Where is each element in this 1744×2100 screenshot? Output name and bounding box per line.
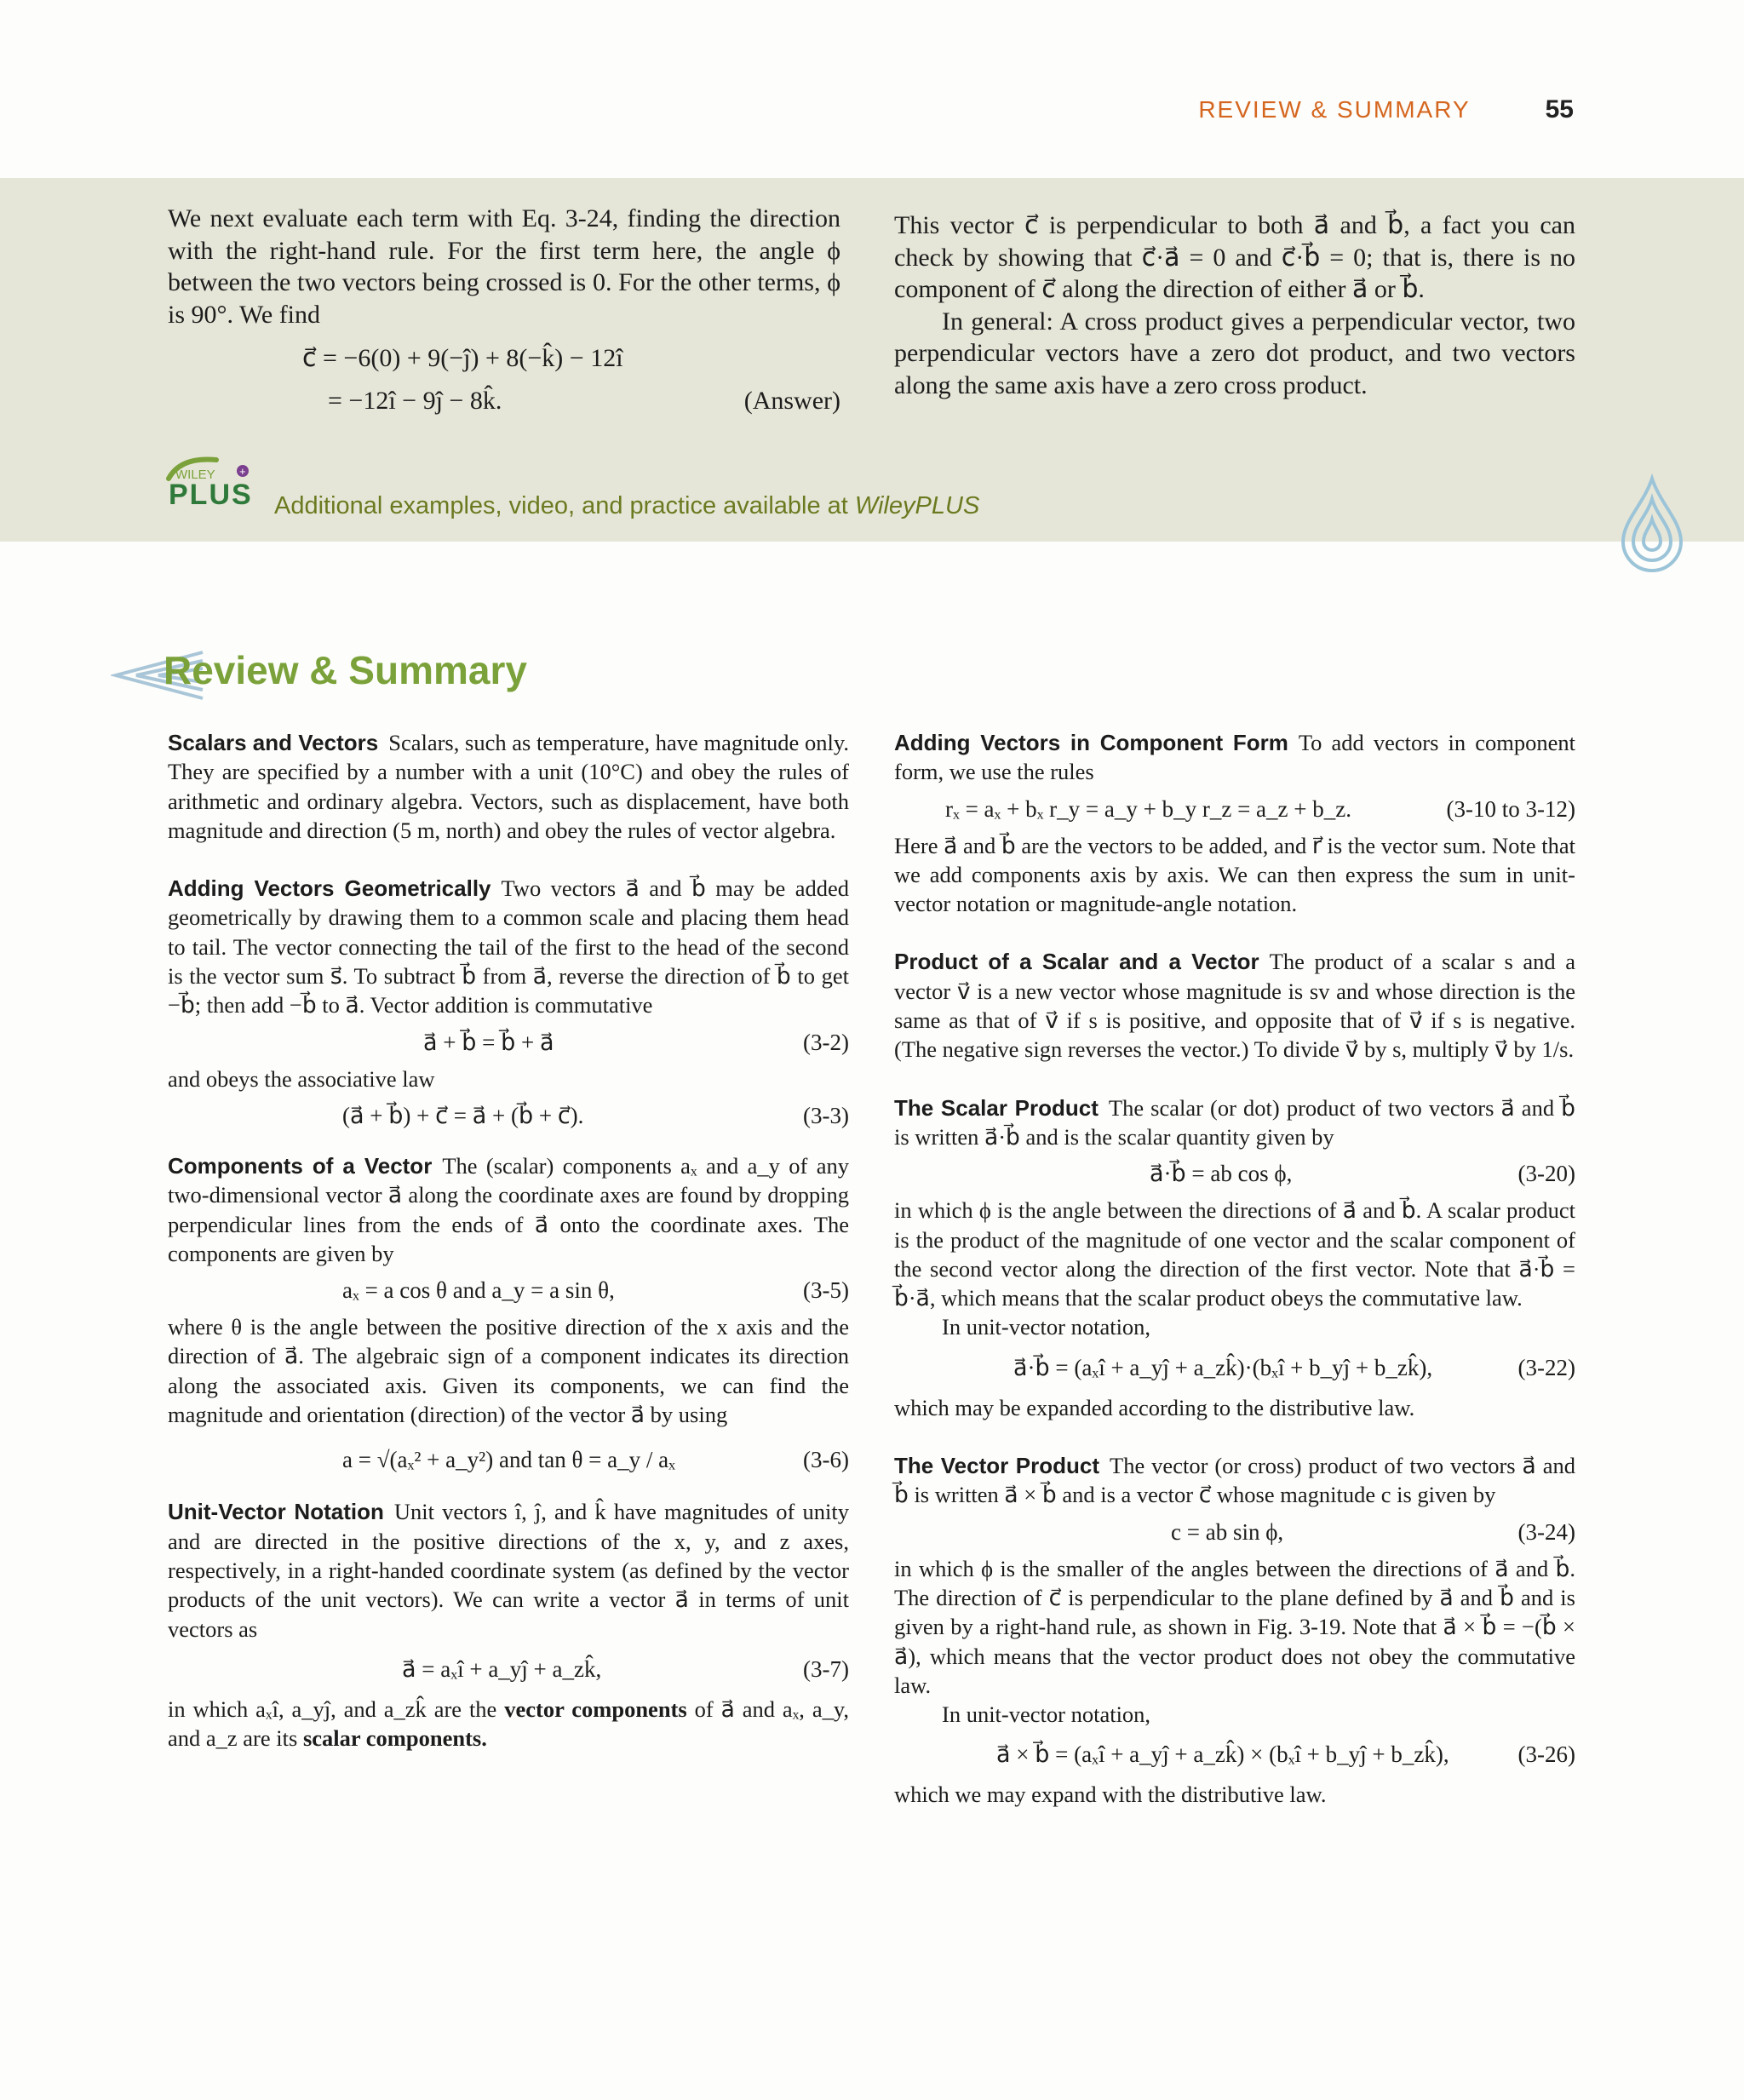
equation-3-2-body: a⃗ + b⃗ = b⃗ + a⃗ <box>423 1029 554 1055</box>
equation-3-6-body: a = √(aₓ² + a_y²) and tan θ = a_y / aₓ <box>342 1447 675 1473</box>
components-heading: Components of a Vector <box>168 1152 433 1179</box>
svg-text:+: + <box>239 465 246 478</box>
adding-geometric-heading: Adding Vectors Geometrically <box>168 875 491 902</box>
equation-c-line2: = −12î − 9ĵ − 8k̂. <box>328 387 502 415</box>
unit-vector-text: Unit vectors î, ĵ, and k̂ have magnitudes of unity and are directed in the positive directions of the x, y, and z axes, respectively, in a right-handed coordinate system (as defined by the vector products of the unit vectors). We can write a vector a⃗ in terms of unit vectors as <box>168 1499 849 1642</box>
answer-tag: (Answer) <box>743 387 840 415</box>
wileyplus-note <box>274 492 979 520</box>
equation-3-22-tag: (3-22) <box>1517 1354 1575 1380</box>
unit-vector-note-2: In unit-vector notation, <box>942 1701 1151 1728</box>
equation-c-line1: c⃗ = −6(0) + 9(−ĵ) + 8(−k̂) − 12î <box>302 344 623 372</box>
drop-ornament-icon <box>1618 473 1686 576</box>
equation-3-7-tag: (3-7) <box>803 1655 849 1682</box>
equation-3-3 <box>168 1093 849 1138</box>
components-text: The (scalar) components aₓ and a_y of any two-dimensional vector a⃗ along the coordinate axes are found by dropping perpendicular lines from the ends of a⃗ onto the coordinate axes. The components are given by <box>168 1152 849 1266</box>
equation-3-24-tag: (3-24) <box>1517 1518 1575 1545</box>
scalar-vector-product-text: The product of a scalar s and a vector v⃗ is a new vector whose magnitude is sv and whose direction is the same as that of v⃗ if s is positive, and opposite that of v⃗ if s is negative. (The negative sign reverses the vector.) To divide v⃗ by s, multiply v⃗ by 1/s. <box>894 949 1575 1063</box>
equation-c-answer <box>168 380 840 422</box>
equation-3-5-body: aₓ = a cos θ and a_y = a sin θ, <box>342 1277 615 1304</box>
wileyplus-note-link[interactable]: WileyPLUS <box>854 492 980 519</box>
logo-plus-text: PLUS <box>169 479 253 511</box>
vector-product-paragraph <box>894 1451 1575 1510</box>
band-right-column <box>894 209 1575 401</box>
running-head <box>1198 95 1574 129</box>
component-form-paragraph <box>894 728 1575 787</box>
equation-3-26 <box>894 1729 1575 1780</box>
band-right-paragraph-2: In general: A cross product gives a perpendicular vector, two perpendicular vectors have a zero dot product, and two vectors along the same axis have a zero cross product. <box>894 307 1575 399</box>
scalars-vectors-text: Scalars, such as temperature, have magnitude only. They are specified by a number with a unit (10°C) and obey the rules of arithmetic and ordinary algebra. Vectors, such as displacement, have both magnitude and direction (5 m, north) and obey the rules of vector algebra. <box>168 730 849 843</box>
equation-3-10 <box>894 787 1575 831</box>
scalar-product-heading: The Scalar Product <box>894 1094 1099 1121</box>
unit-vector-paragraph <box>168 1497 849 1643</box>
equation-3-3-tag: (3-3) <box>803 1102 849 1128</box>
equation-c <box>168 337 840 380</box>
component-form-heading: Adding Vectors in Component Form <box>894 730 1288 755</box>
equation-3-22 <box>894 1342 1575 1393</box>
equation-3-20-body: a⃗·b⃗ = ab cos ϕ, <box>1150 1161 1293 1187</box>
unit-vector-note-1: In unit-vector notation, <box>942 1314 1151 1340</box>
band-right-paragraph-1: This vector c⃗ is perpendicular to both a⃗ and b⃗, a fact you can check by showing that c⃗·a⃗ = 0 and c⃗·b⃗ = 0; that is, there is no component of c⃗ along the direction of either a⃗ or b⃗. <box>894 211 1575 303</box>
scalars-vectors-heading: Scalars and Vectors <box>168 730 379 755</box>
scalar-product-text: The scalar (or dot) product of two vectors a⃗ and b⃗ is written a⃗·b⃗ and is the scalar quantity given by <box>894 1094 1575 1150</box>
scalar-components-term: scalar components. <box>302 1725 487 1752</box>
logo-wiley-text: WILEY <box>175 468 215 482</box>
theta-paragraph: where θ is the angle between the positive direction of the x axis and the direction of a⃗. The algebraic sign of a component indicates its direction along the associated axis. Given its components, we can find the magnitude and orientation (direction) of the vector a⃗ by using <box>168 1314 849 1428</box>
equation-3-22-body: a⃗·b⃗ = (aₓî + a_yĵ + a_zk̂)·(bₓî + b_yĵ + b_zk̂), <box>1013 1354 1433 1380</box>
equation-3-5 <box>168 1268 849 1312</box>
adding-geometric-text: Two vectors a⃗ and b⃗ may be added geometrically by drawing them to a common scale and placing them head to tail. The vector connecting the tail of the first to the head of the second is the vector sum s⃗. To subtract b⃗ from a⃗, reverse the direction of b⃗ to get −b⃗; then add −b⃗ to a⃗. Vector addition is commutative <box>168 875 850 1018</box>
equation-3-7-body: a⃗ = aₓî + a_yĵ + a_zk̂, <box>402 1655 602 1682</box>
scalar-vector-product-heading: Product of a Scalar and a Vector <box>894 949 1259 975</box>
equation-3-24-body: c = ab sin ϕ, <box>1171 1518 1284 1545</box>
components-paragraph <box>168 1151 849 1268</box>
vector-components-paragraph <box>168 1695 849 1753</box>
summary-left-column <box>168 728 849 1753</box>
wileyplus-note-text: Additional examples, video, and practice available at <box>274 492 855 519</box>
equation-3-7 <box>168 1644 849 1695</box>
equation-3-6-tag: (3-6) <box>803 1447 849 1473</box>
equation-3-26-tag: (3-26) <box>1517 1741 1575 1768</box>
band-left-paragraph: We next evaluate each term with Eq. 3-24, finding the direction with the right-hand rule. For the first term here, the angle ϕ between the two vectors being crossed is 0. For the other terms, ϕ is 90°. We find <box>168 204 840 329</box>
associative-text: and obeys the associative law <box>168 1065 435 1092</box>
component-form-text: To add vectors in component form, we use the rules <box>894 730 1575 785</box>
scalar-product-explanation: in which ϕ is the angle between the directions of a⃗ and b⃗. A scalar product is the product of the magnitude of one vector and the scalar component of the second vector along the direction of the first vector. Note that a⃗·b⃗ = b⃗·a⃗, which means that the scalar product obeys the commutative law. <box>894 1197 1575 1311</box>
equation-3-20-tag: (3-20) <box>1517 1161 1575 1187</box>
equation-3-10-tag: (3-10 to 3-12) <box>1446 795 1575 822</box>
band-left-column <box>168 203 840 422</box>
equation-3-10-body: rₓ = aₓ + bₓ r_y = a_y + b_y r_z = a_z + b_z. <box>945 795 1351 822</box>
review-summary-title: Review & Summary <box>164 648 527 692</box>
equation-3-26-body: a⃗ × b⃗ = (aₓî + a_yĵ + a_zk̂) × (bₓî + b_yĵ + b_zk̂), <box>996 1741 1449 1768</box>
scalar-product-paragraph <box>894 1093 1575 1152</box>
vector-components-term: vector components <box>504 1695 687 1722</box>
equation-3-3-body: (a⃗ + b⃗) + c⃗ = a⃗ + (b⃗ + c⃗). <box>342 1102 584 1128</box>
section-title: REVIEW & SUMMARY <box>1198 96 1471 123</box>
equation-3-20 <box>894 1151 1575 1196</box>
unit-vector-heading: Unit-Vector Notation <box>168 1499 384 1525</box>
equation-3-24 <box>894 1510 1575 1554</box>
adding-geometric-paragraph <box>168 874 849 1019</box>
page-number: 55 <box>1545 95 1574 123</box>
vector-product-text: The vector (or cross) product of two vectors a⃗ and b⃗ is written a⃗ × b⃗ and is a vector c⃗ whose magnitude c is given by <box>894 1453 1575 1508</box>
equation-3-2 <box>168 1020 849 1064</box>
scalar-vector-product-paragraph <box>894 947 1575 1064</box>
equation-3-2-tag: (3-2) <box>803 1029 849 1055</box>
vector-product-heading: The Vector Product <box>894 1453 1100 1479</box>
summary-right-column <box>894 728 1575 1810</box>
wileyplus-logo-icon <box>164 453 266 513</box>
here-paragraph: Here a⃗ and b⃗ are the vectors to be added, and r⃗ is the vector sum. Note that we add components axis by axis. We can then express the sum in unit-vector notation or magnitude-angle notation. <box>894 832 1575 917</box>
distributive-note-1: which may be expanded according to the distributive law. <box>894 1394 1415 1420</box>
distributive-note-2: which we may expand with the distributive law. <box>894 1782 1327 1808</box>
vector-components-text-2: of a⃗ and aₓ, a_y, and a_z are its <box>168 1695 849 1752</box>
vector-components-text-1: in which aₓî, a_yĵ, and a_zk̂ are the <box>168 1695 505 1722</box>
equation-3-6 <box>168 1429 849 1490</box>
vector-product-explanation: in which ϕ is the smaller of the angles between the directions of a⃗ and b⃗. The direction of c⃗ is perpendicular to the plane defined by a⃗ and b⃗ and is given by a right-hand rule, as shown in Fig. 3-19. Note that a⃗ × b⃗ = −(b⃗ × a⃗), which means that the vector product does not obey the commutative law. <box>894 1555 1575 1698</box>
scalars-vectors-paragraph <box>168 728 849 845</box>
equation-3-5-tag: (3-5) <box>803 1277 849 1304</box>
